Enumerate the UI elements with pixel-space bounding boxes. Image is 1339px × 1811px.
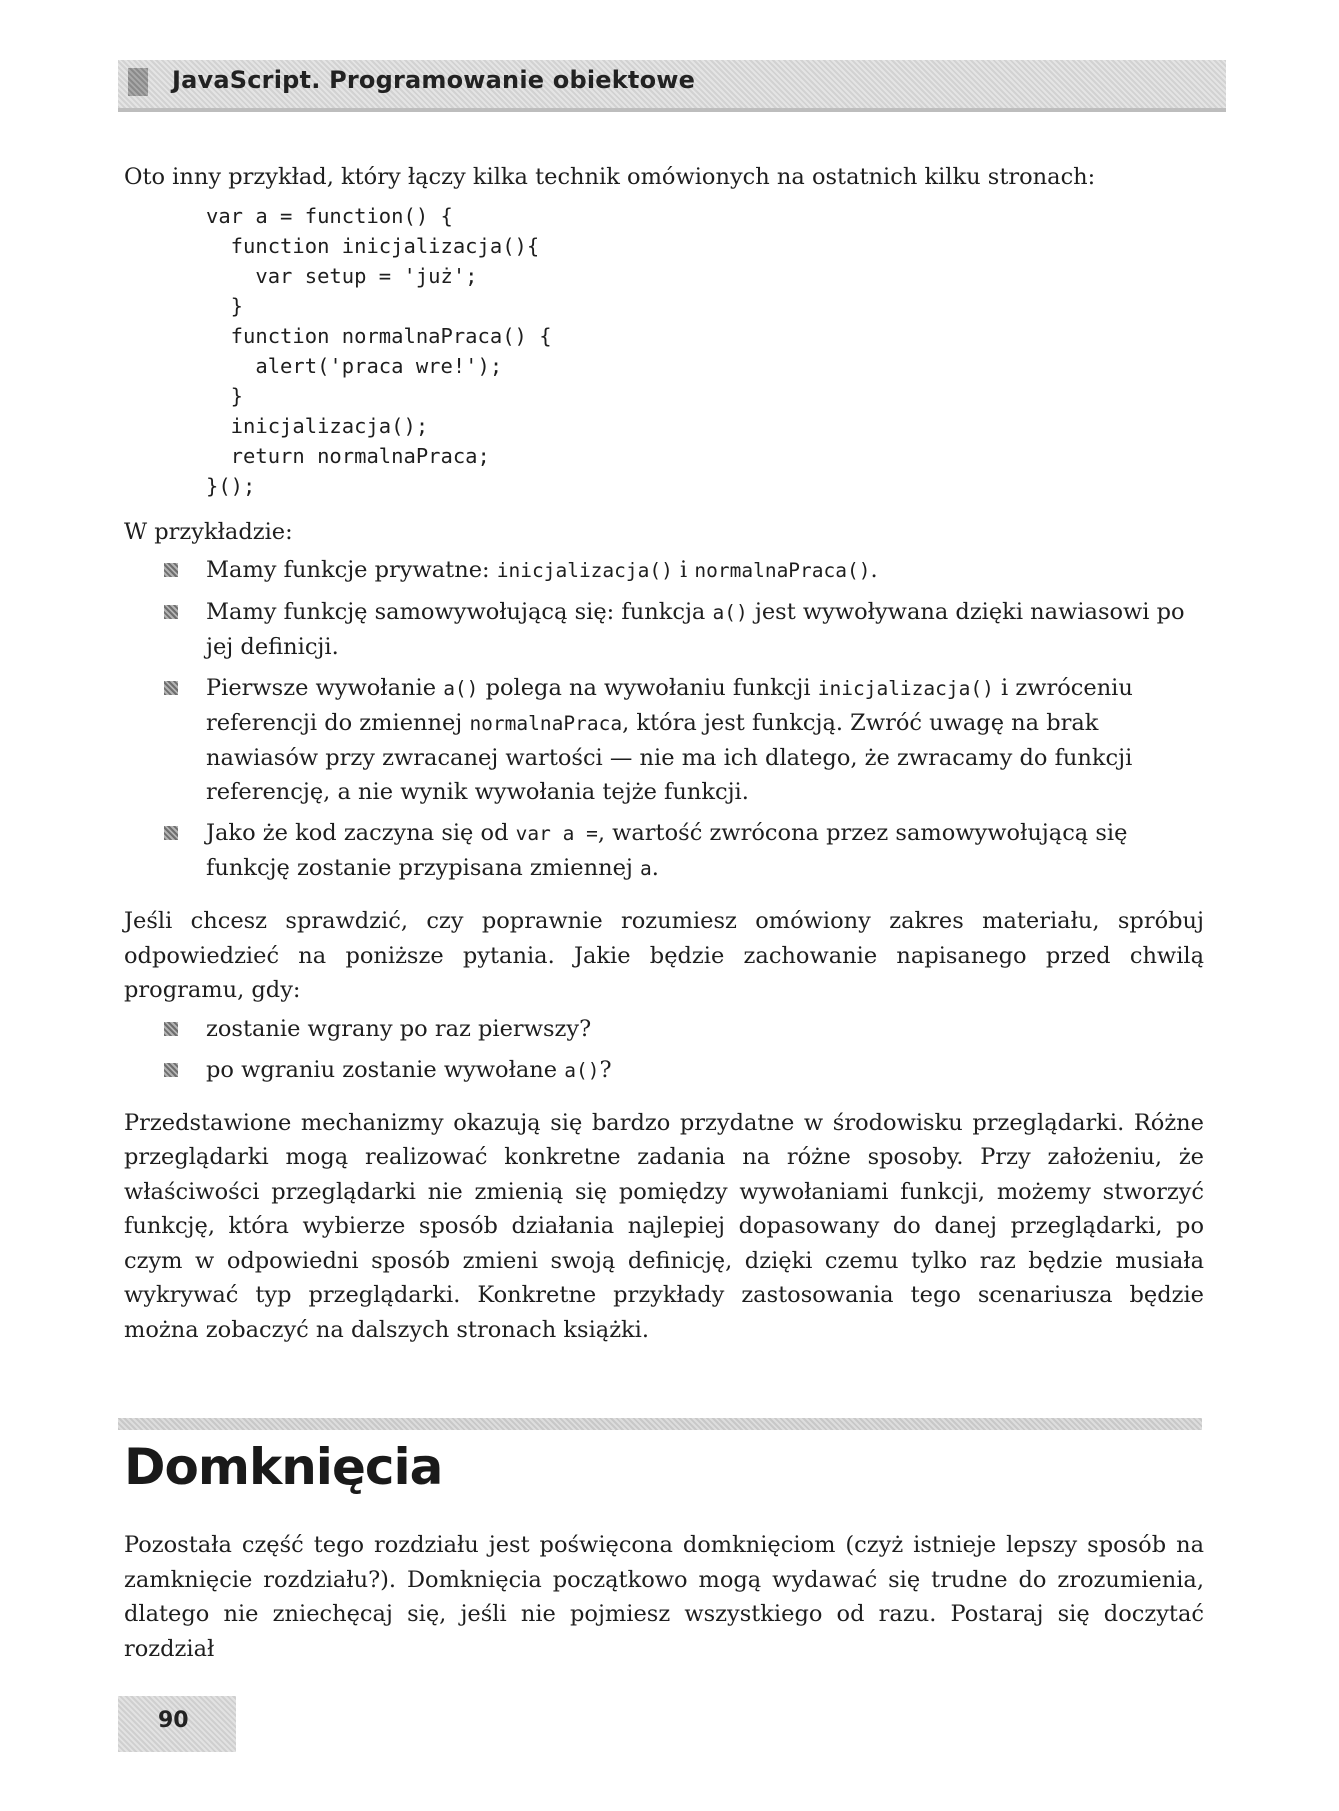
code-listing: var a = function() { function inicjalizacja(){ var setup = 'już'; } function normalnaPraca() { alert('praca wre!'); } inicjalizacja(); return normalnaPraca; }(); <box>206 203 552 498</box>
running-header <box>118 60 1226 112</box>
inline-code: normalnaPraca() <box>694 559 871 582</box>
bullet-square-icon <box>164 563 178 577</box>
inline-code: inicjalizacja() <box>817 677 994 700</box>
inline-code: a() <box>564 1058 600 1082</box>
text: i <box>672 557 695 583</box>
header-square-icon <box>128 68 148 96</box>
question-bullets <box>124 1012 1204 1088</box>
text: ? <box>599 1056 612 1083</box>
example-bullets <box>124 553 1204 886</box>
list-item <box>124 1012 1204 1046</box>
text: . <box>870 557 878 583</box>
book-title: JavaScript. Programowanie obiektowe <box>172 66 696 94</box>
bullet-square-icon <box>164 1022 178 1036</box>
text: zostanie wgrany po raz pierwszy? <box>206 1015 592 1042</box>
inline-code: a() <box>443 677 479 700</box>
text: Jako że kod zaczyna się od <box>206 820 516 846</box>
section-body <box>124 1528 1204 1666</box>
text: i zwróceniu referencji do zmiennej <box>206 675 1133 736</box>
list-item <box>124 595 1204 664</box>
inline-code: a <box>640 857 652 880</box>
list-item <box>124 816 1204 886</box>
questions-paragraph: Jeśli chcesz sprawdzić, czy poprawnie rozumiesz omówiony zakres materiału, spróbuj odpowiedzieć na poniższe pytania. Jakie będzie zachowanie napisanego przed chwilą programu, gdy: <box>124 908 1204 1003</box>
section-heading: Domknięcia <box>124 1438 443 1496</box>
page-number-box <box>118 1696 236 1752</box>
bullet-square-icon <box>164 605 178 619</box>
text: Pierwsze wywołanie <box>206 675 444 701</box>
text: , wartość zwrócona przez samowywołującą się funkcję zostanie przypisana zmiennej <box>206 820 1128 881</box>
text: jest wywoływana dzięki nawiasowi po jej definicji. <box>206 599 1185 660</box>
text: . <box>651 855 659 881</box>
inline-code: normalnaPraca <box>469 712 623 735</box>
list-item <box>124 1053 1204 1088</box>
inline-code: var a = <box>515 822 598 845</box>
main-content <box>124 160 1204 1347</box>
list-item <box>124 671 1204 809</box>
inline-code: a() <box>712 601 748 624</box>
bullet-square-icon <box>164 826 178 840</box>
section-divider <box>118 1418 1202 1430</box>
text: Mamy funkcje prywatne: <box>206 557 497 583</box>
example-label: W przykładzie: <box>124 518 293 545</box>
intro-paragraph: Oto inny przykład, który łączy kilka technik omówionych na ostatnich kilku stronach: <box>124 164 1096 190</box>
browser-paragraph: Przedstawione mechanizmy okazują się bardzo przydatne w środowisku przeglądarki. Różne przeglądarki mogą realizować konkretne zadania na różne sposoby. Przy założeniu, że właściwości przeglądarki nie zmienią się pomiędzy wywołaniami funkcji, możemy stworzyć funkcję, która wybierze sposób działania najlepiej dopasowany do danej przeglądarki, po czym w odpowiedni sposób zmieni swoją definicję, dzięki czemu tylko raz będzie musiała wykrywać typ przeglądarki. Konkretne przykłady zastosowania tego scenariusza będzie można zobaczyć na dalszych stronach książki. <box>124 1109 1204 1343</box>
list-item <box>124 553 1204 588</box>
text: , która jest funkcją. Zwróć uwagę na brak nawiasów przy zwracanej wartości — nie ma ich dlatego, że zwracamy do funkcji referencję, a nie wynik wywołania tejże funkcji. <box>206 710 1133 805</box>
text: Mamy funkcję samowywołującą się: funkcja <box>206 599 713 625</box>
inline-code: inicjalizacja() <box>496 559 673 582</box>
text: po wgraniu zostanie wywołane <box>206 1056 565 1083</box>
bullet-square-icon <box>164 1063 178 1077</box>
text: polega na wywołaniu funkcji <box>478 675 818 701</box>
bullet-square-icon <box>164 681 178 695</box>
page-number: 90 <box>158 1708 189 1733</box>
closures-paragraph: Pozostała część tego rozdziału jest poświęcona domknięciom (czyż istnieje lepszy sposób na zamknięcie rozdziału?). Domknięcia początkowo mogą wydawać się trudne do zrozumienia, dlatego nie zniechęcaj się, jeśli nie pojmiesz wszystkiego od razu. Postaraj się doczytać rozdział <box>124 1532 1204 1662</box>
